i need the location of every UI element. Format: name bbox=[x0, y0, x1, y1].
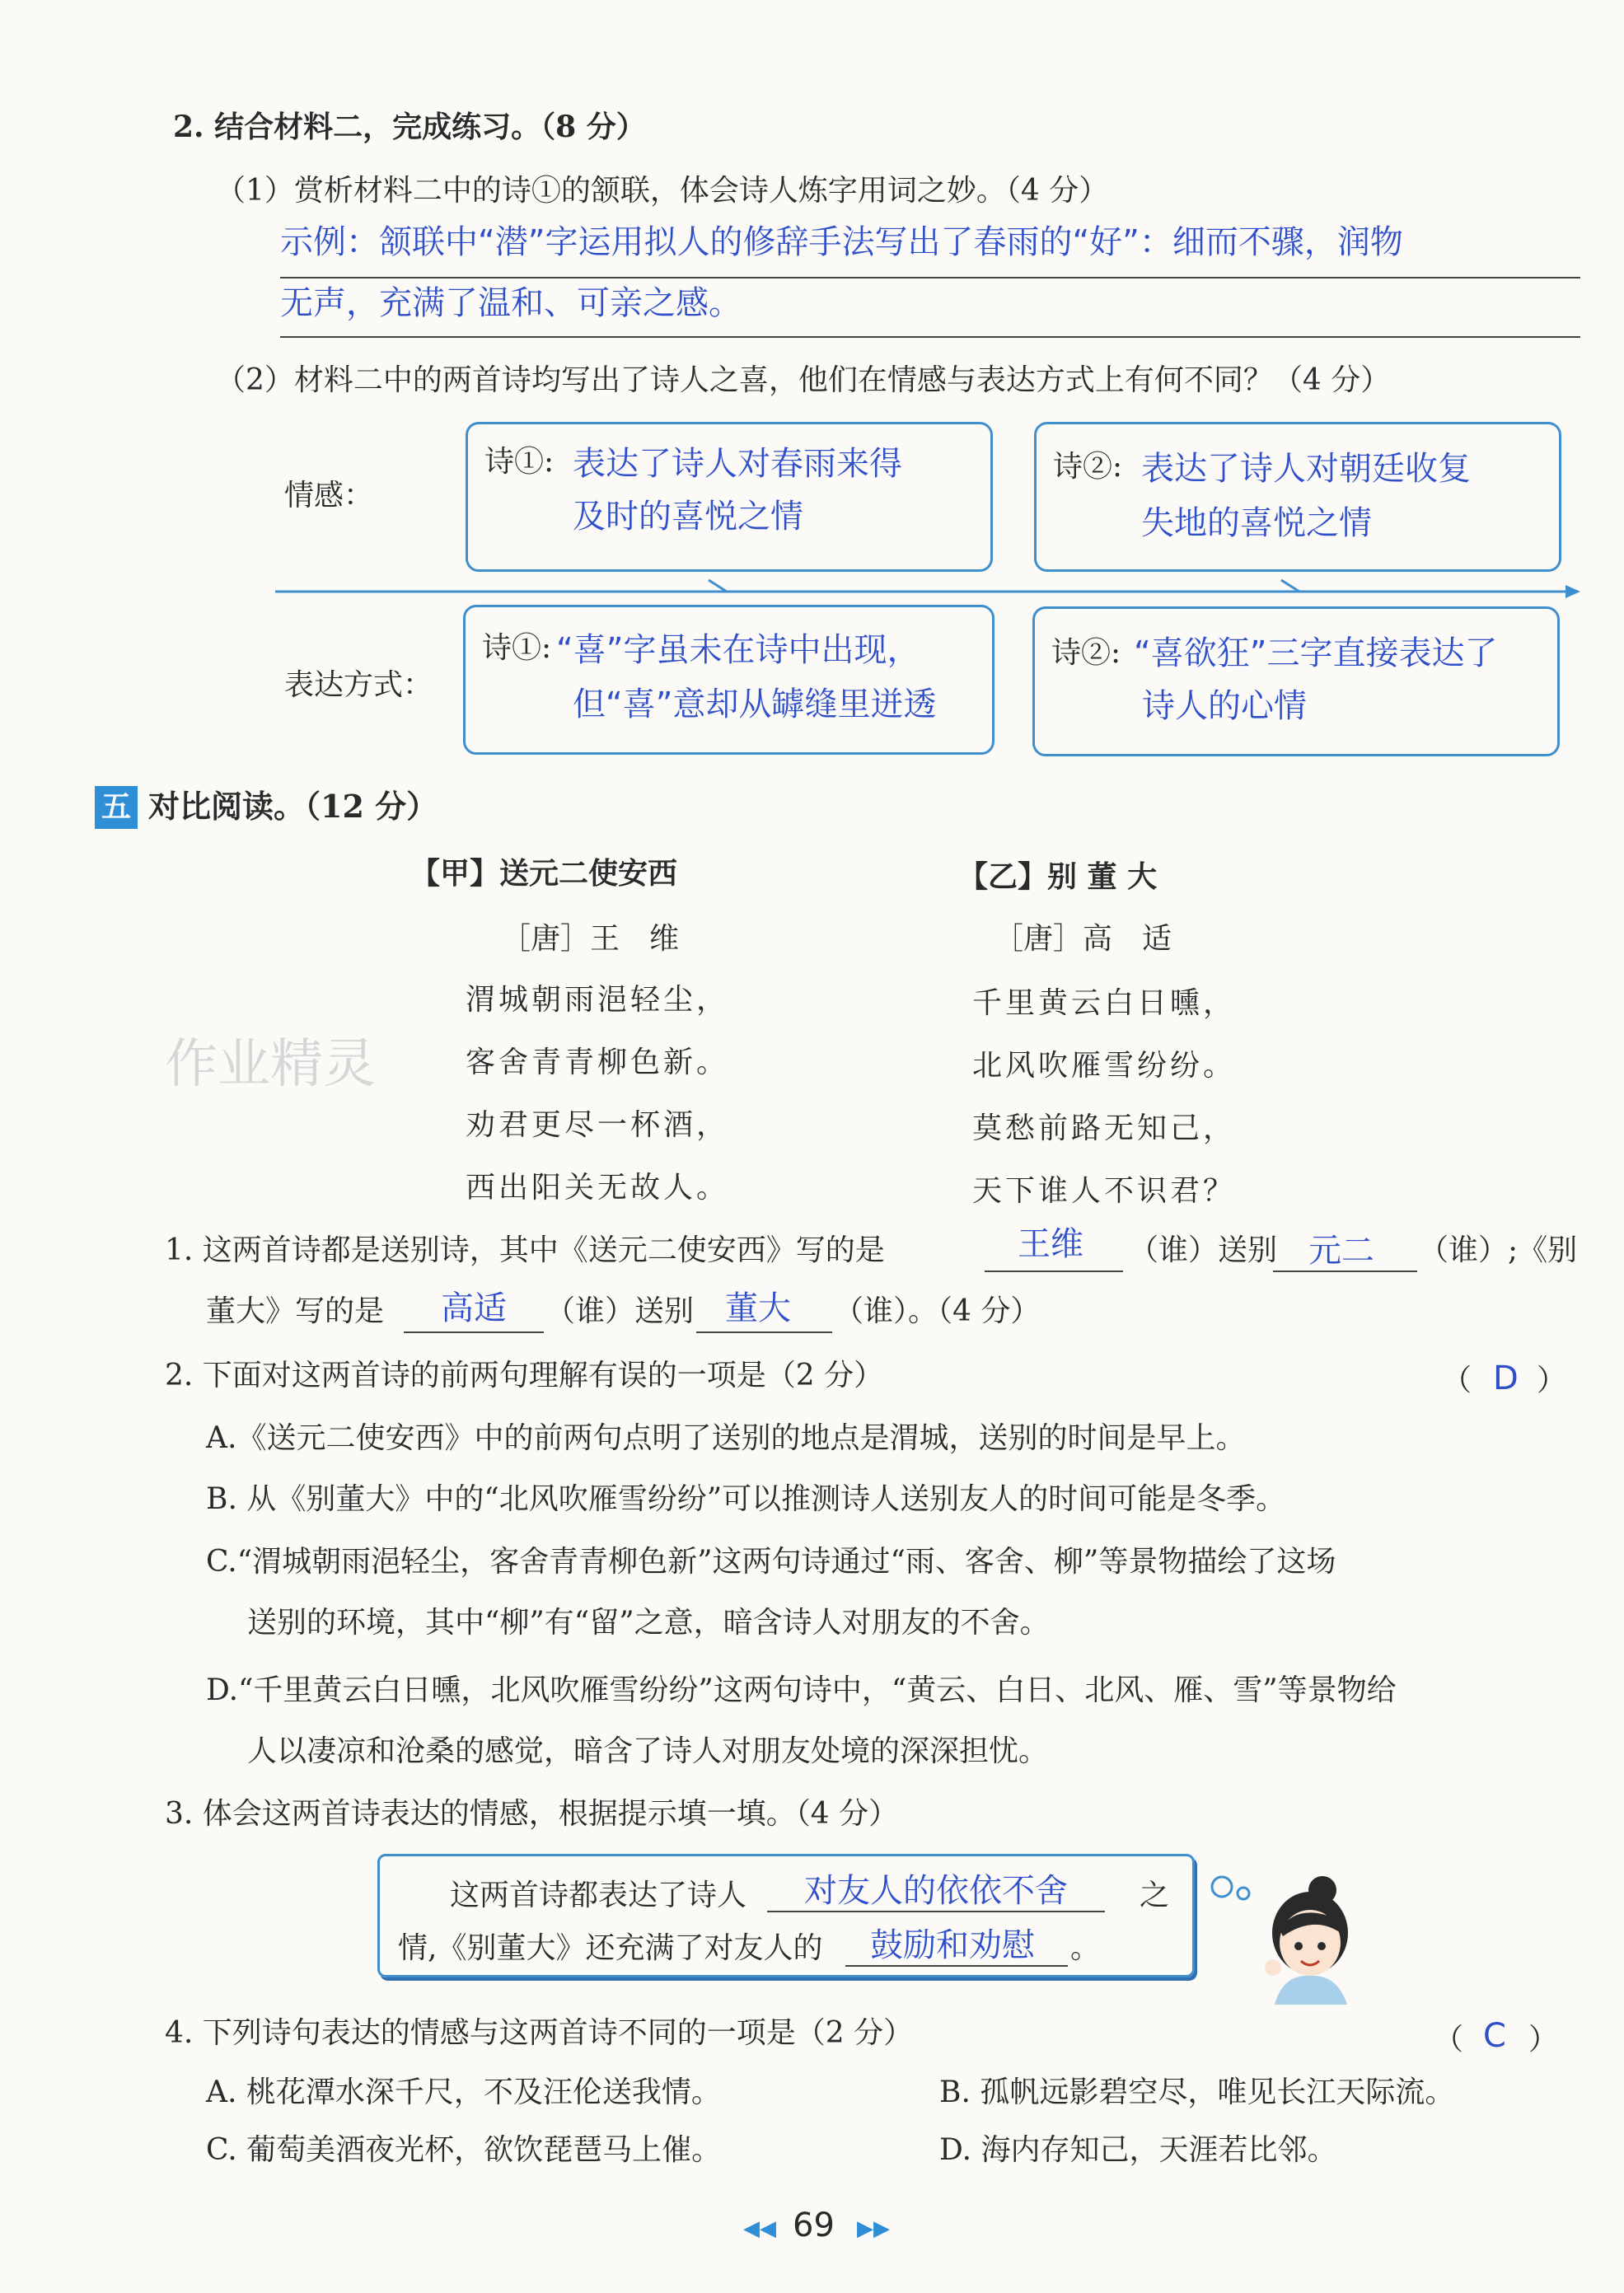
q1-blank4-line bbox=[696, 1331, 832, 1333]
q2-sub1-prompt: （1）赏析材料二中的诗①的颔联，体会诗人炼字用词之妙。（4 分） bbox=[216, 174, 1109, 208]
poem-a-title: 【甲】送元二使安西 bbox=[410, 856, 678, 891]
q2b-option-c-cont: 送别的环境，其中“柳”有“留”之意，暗含诗人对朋友的不舍。 bbox=[247, 1606, 1050, 1640]
q1-blank1[interactable]: 王维 bbox=[1018, 1225, 1083, 1263]
emotion-label: 情感： bbox=[284, 479, 374, 512]
poem-line: 客舍青青柳色新。 bbox=[466, 1046, 730, 1079]
expression-label: 表达方式： bbox=[284, 668, 433, 702]
box-tag: 诗②: bbox=[1051, 636, 1121, 670]
box-line1: “喜欲狂”三字直接表达了 bbox=[1134, 634, 1498, 672]
q4-paren-left: （ bbox=[1434, 2023, 1464, 2057]
q4-option-c: C. 葡萄美酒夜光杯，欲饮琵琶马上催。 bbox=[206, 2133, 722, 2167]
box-line1: “喜”字虽未在诗中出现， bbox=[556, 631, 920, 669]
q3-box bbox=[377, 1854, 1195, 1977]
q1-blank4[interactable]: 董大 bbox=[725, 1289, 791, 1327]
q4-option-a: A. 桃花潭水深千尺，不及汪伦送我情。 bbox=[206, 2075, 721, 2109]
poem-a-body bbox=[466, 969, 729, 1219]
q1-text-e: （谁）送别 bbox=[545, 1294, 695, 1328]
q2b-option-b: B. 从《别董大》中的“北风吹雁雪纷纷”可以推测诗人送别友人的时间可能是冬季。 bbox=[206, 1482, 1286, 1516]
q1-blank1-line bbox=[985, 1271, 1123, 1272]
q4-prompt: 4. 下列诗句表达的情感与这两首诗不同的一项是（2 分） bbox=[165, 2016, 914, 2050]
q1-text-a: 1. 这两首诗都是送别诗，其中《送元二使安西》写的是 bbox=[165, 1233, 885, 1267]
next-arrows-icon: ▶▶ bbox=[857, 2216, 890, 2241]
q2-title: 2. 结合材料二，完成练习。（8 分） bbox=[173, 110, 646, 144]
q1-text-d: 董大》写的是 bbox=[206, 1294, 385, 1328]
q2-sub1-answer-line2: 无声，充满了温和、可亲之感。 bbox=[280, 284, 742, 322]
q3-text-a: 这两首诗都表达了诗人 bbox=[450, 1879, 747, 1912]
section-badge: 五 bbox=[95, 786, 138, 829]
box-line2: 失地的喜悦之情 bbox=[1141, 504, 1372, 542]
q2b-paren-left: （ bbox=[1442, 1364, 1472, 1397]
q1-blank3-line bbox=[404, 1331, 544, 1333]
poem-line: 劝君更尽一杯酒， bbox=[466, 1108, 730, 1142]
q2b-paren-right: ） bbox=[1537, 1364, 1567, 1397]
q1-blank3[interactable]: 高适 bbox=[441, 1289, 507, 1327]
page-number: 69 bbox=[793, 2206, 835, 2244]
poem-b-body bbox=[972, 972, 1236, 1223]
poem-line: 西出阳关无故人。 bbox=[466, 1171, 730, 1205]
box-line1: 表达了诗人对春雨来得 bbox=[573, 445, 902, 483]
q2-sub2-prompt: （2）材料二中的两首诗均写出了诗人之喜，他们在情感与表达方式上有何不同？（4 分） bbox=[216, 363, 1391, 397]
section-title: 对比阅读。（12 分） bbox=[148, 788, 438, 825]
q3-blank2[interactable]: 鼓励和劝慰 bbox=[870, 1926, 1035, 1964]
q3-blank1[interactable]: 对友人的依依不舍 bbox=[804, 1872, 1068, 1910]
q2b-option-a: A.《送元二使安西》中的前两句点明了送别的地点是渭城，送别的时间是早上。 bbox=[206, 1421, 1246, 1455]
box-tag: 诗②: bbox=[1053, 450, 1123, 484]
box-poem2-emotion bbox=[1034, 422, 1561, 572]
q2b-answer[interactable]: D bbox=[1493, 1359, 1519, 1397]
q4-paren-right: ） bbox=[1528, 2023, 1559, 2057]
q2b-option-d: D.“千里黄云白日曛，北风吹雁雪纷纷”这两句诗中，“黄云、白日、北风、雁、雪”等景物给 bbox=[206, 1673, 1397, 1707]
poem-a-author: ［唐］王 维 bbox=[501, 922, 680, 956]
q1-text-b: （谁）送别 bbox=[1129, 1233, 1278, 1267]
q3-blank2-line bbox=[845, 1965, 1068, 1967]
q1-blank2-line bbox=[1273, 1271, 1417, 1272]
watermark: 作业精灵 bbox=[165, 1034, 376, 1095]
prev-arrows-icon: ◀◀ bbox=[743, 2216, 776, 2241]
box-line2: 及时的喜悦之情 bbox=[573, 498, 803, 536]
q1-text-c: （谁）;《别 bbox=[1419, 1233, 1578, 1267]
q1-text-f: （谁）。（4 分） bbox=[834, 1294, 1041, 1328]
q2b-option-c: C.“渭城朝雨浥轻尘，客舍青青柳色新”这两句诗通过“雨、客舍、柳”等景物描绘了这场 bbox=[206, 1545, 1336, 1579]
box-poem2-expression bbox=[1032, 606, 1560, 756]
box-line1: 表达了诗人对朝廷收复 bbox=[1141, 450, 1471, 488]
q1-blank2[interactable]: 元二 bbox=[1308, 1232, 1374, 1270]
q2b-prompt: 2. 下面对这两首诗的前两句理解有误的一项是（2 分） bbox=[165, 1359, 884, 1392]
answer-rule-2 bbox=[280, 336, 1580, 338]
box-line2: 但“喜”意却从罅缝里迸透 bbox=[573, 686, 937, 723]
poem-line: 北风吹雁雪纷纷。 bbox=[972, 1049, 1237, 1083]
poem-b-author: ［唐］高 适 bbox=[994, 922, 1172, 956]
q4-option-b: B. 孤帆远影碧空尽，唯见长江天际流。 bbox=[939, 2075, 1455, 2109]
poem-line: 渭城朝雨浥轻尘， bbox=[466, 983, 730, 1017]
box-line2: 诗人的心情 bbox=[1142, 687, 1307, 725]
poem-line: 莫愁前路无知己， bbox=[972, 1111, 1237, 1145]
cartoon-girl-icon bbox=[1207, 1869, 1360, 2005]
box-tag: 诗①: bbox=[484, 445, 555, 479]
q4-answer[interactable]: C bbox=[1483, 2017, 1506, 2055]
q3-prompt: 3. 体会这两首诗表达的情感，根据提示填一填。（4 分） bbox=[165, 1797, 899, 1831]
q3-text-b: 之 bbox=[1140, 1879, 1170, 1912]
q3-blank1-line bbox=[767, 1911, 1105, 1912]
poem-line: 千里黄云白日曛， bbox=[972, 986, 1237, 1020]
q2-sub1-answer-line1: 示例：颔联中“潜”字运用拟人的修辞手法写出了春雨的“好”：细而不骤，润物 bbox=[280, 223, 1403, 261]
box-tag: 诗①: bbox=[482, 631, 552, 665]
q3-text-d: 。 bbox=[1070, 1931, 1101, 1965]
q3-text-c: 情,《别董大》还充满了对友人的 bbox=[398, 1931, 823, 1965]
poem-line: 天下谁人不识君？ bbox=[972, 1174, 1237, 1208]
q4-option-d: D. 海内存知己，天涯若比邻。 bbox=[939, 2133, 1337, 2167]
poem-b-title: 【乙】别 董 大 bbox=[958, 859, 1158, 894]
q2b-option-d-cont: 人以凄凉和沧桑的感觉，暗含了诗人对朋友处境的深深担忧。 bbox=[247, 1734, 1049, 1768]
box-poem1-emotion bbox=[466, 422, 993, 572]
box-poem1-expression bbox=[463, 605, 995, 755]
